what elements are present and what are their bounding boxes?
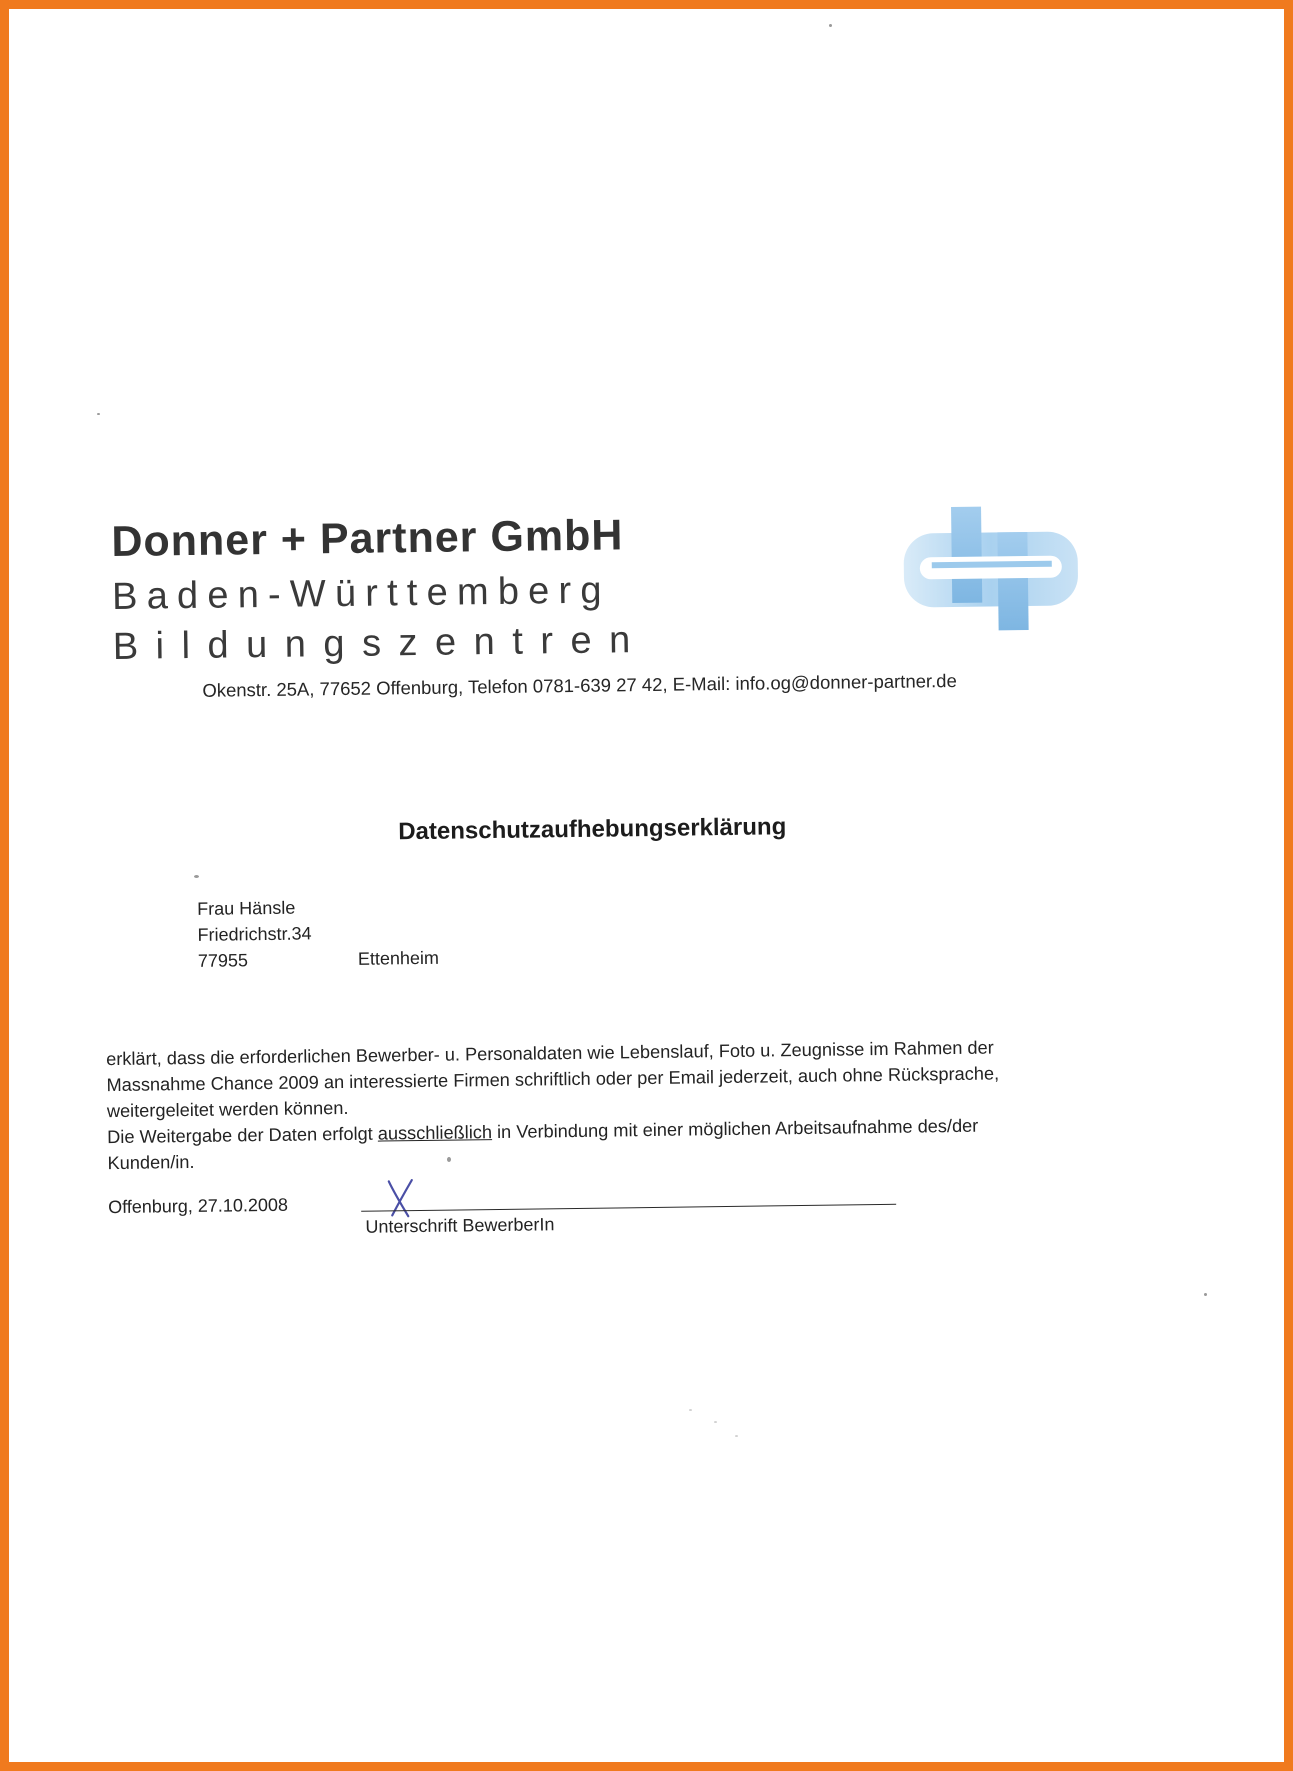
scan-speck [714, 1421, 717, 1423]
recipient-name: Frau Hänsle [197, 897, 296, 919]
company-contact-line: Okenstr. 25A, 77652 Offenburg, Telefon 0781-639 27 42, E-Mail: info.og@donner-partner.de [202, 669, 957, 701]
recipient-postal-code: 77955 [197, 950, 249, 971]
recipient-street: Friedrichstr.34 [197, 923, 312, 945]
body-line-1: erklärt, dass die erforderlichen Bewerber- u. Personaldaten wie Lebenslauf, Foto u. Zeugnisse im Rahmen der [106, 1037, 994, 1070]
letter-page [0, 1, 1293, 1771]
body-emphasis-word: ausschließlich [377, 1122, 493, 1144]
company-division: Bildungszentren [112, 618, 649, 668]
scan-speck [829, 24, 832, 27]
body-line-2: Massnahme Chance 2009 an interessierte Firmen schriftlich oder per Email jederzeit, auch ohne Rücksprache, [106, 1063, 1000, 1096]
signature-caption: Unterschrift BewerberIn [365, 1214, 555, 1237]
body-line-5: Kunden/in. [107, 1151, 195, 1174]
scan-speck [689, 1409, 692, 1411]
scan-speck [447, 1157, 451, 1162]
donner-partner-logo-icon [901, 503, 1081, 633]
body-line-3: weitergeleitet werden können. [106, 1097, 349, 1122]
company-name: Donner + Partner GmbH [111, 511, 624, 567]
body-line-4-start: Die Weitergabe der Daten erfolgt [107, 1123, 378, 1148]
signature-line [361, 1204, 896, 1212]
body-line-4-end: in Verbindung mit einer möglichen Arbeitsaufnahme des/der [491, 1115, 979, 1143]
scan-speck [735, 1435, 738, 1437]
place-date: Offenburg, 27.10.2008 [107, 1194, 289, 1218]
body-line-4 [107, 1116, 978, 1148]
scan-speck [97, 413, 100, 415]
scan-speck [194, 875, 199, 878]
document-title: Datenschutzaufhebungserklärung [398, 813, 787, 846]
handwritten-x-mark-icon [385, 1178, 418, 1218]
scan-speck [1204, 1293, 1207, 1296]
recipient-city: Ettenheim [357, 947, 440, 969]
company-region: Baden-Württemberg [111, 569, 611, 619]
